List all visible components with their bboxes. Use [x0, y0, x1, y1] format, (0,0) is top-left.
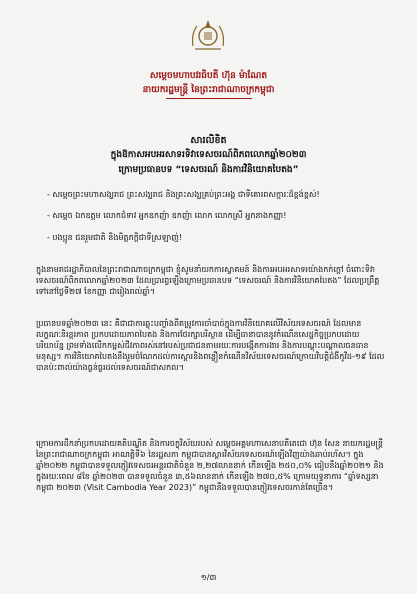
salutation-1: - សម្តេចព្រះមហាសង្ឃរាជ ព្រះសង្ឃរាជ និងព្រះសង្ឃគ្រប់ព្រះអង្គ ជាទីគោរពសក្ការៈដ៏ខ្ពង់ខ្ពស់!: [47, 190, 320, 199]
occasion-title: ក្នុងឱកាសអបអរសាទរទិវាទេសចរណ៍ពិភពលោកឆ្នាំ២០២៣: [110, 150, 307, 160]
paragraph-2: ប្រធានបទឆ្នាំ២០២៣ នេះ គឺជាជាការឆ្លុះបញ្ចាំងពីតម្រូវការចាំបាច់ក្នុងការវិនិយោគលើវិស័យទេសចរណ៍ ដែលមានលក្ខណៈនិរន្តរភាព ប្រកបដោយភាពបៃតង និងការថែរក្សាបរិស្ថាន ដើម្បីធានាបាននូវកំណើនសេដ្ឋកិច្ចប្រកបដោយបរិយាប័ន្ន ព្រមទាំងលើកកម្ពស់ជីវភាពរស់នៅរបស់ប្រជាជនតាមរយៈការបង្កើតការងារ និងការបណ្តុះបណ្តាលធនធានមនុស្ស។ ការវិនិយោគបៃតងនឹងរួមចំណែកដល់ការស្តារនិងពន្លឿនកំណើនវិស័យទេសចរណ៍ក្រោយវិបត្តិជំងឺកូវីដ-១៩ ដែលបានប៉ះពាល់យ៉ាងធ្ងន់ធ្ងរដល់ទេសចរណ៍ជាសកល។: [36, 319, 385, 372]
salutation-2: - សម្តេច ឯកឧត្តម លោកជំទាវ អ្នកឧកញ៉ា ឧកញ៉ា លោក លោកស្រី អ្នកនាងកញ្ញា!: [47, 211, 287, 220]
royal-emblem-icon: [187, 16, 229, 54]
theme-title: ក្រោមប្រធានបទ “ទេសចរណ៍ និងការវិនិយោគបៃតង”: [118, 165, 299, 175]
paragraph-1: ក្នុងនាមរាជរដ្ឋាភិបាលនៃព្រះរាជាណាចក្រកម្ពុជា ខ្ញុំសូមនាំយកការស្វាគមន៍ និងការអបអរសាទរយ៉ាងកក់ក្តៅ ចំពោះទិវាទេសចរណ៍ពិភពលោកឆ្នាំ២០២៣ ដែលប្រារព្ធឡើងក្រោមប្រធានបទ “ទេសចរណ៍ និងការវិនិយោគបៃតង” ដែលប្រព្រឹត្តទៅនៅថ្ងៃទី២៧ ខែកញ្ញា ជារៀងរាល់ឆ្នាំ។: [36, 265, 380, 296]
document-type: សារលិខិត: [190, 135, 227, 146]
sender-title: នាយករដ្ឋមន្ត្រី នៃព្រះរាជាណាចក្រកម្ពុជា: [142, 85, 275, 95]
sender-name: សម្តេចមហាបវរធិបតី ហ៊ុន ម៉ាណែត: [149, 71, 268, 81]
page-number: ១/៣: [200, 573, 217, 582]
header-divider: [166, 98, 252, 99]
paragraph-3: ក្រោមការដឹកនាំប្រកបដោយគតិបណ្ឌិត និងការចក្ខុវិស័យរបស់ សម្តេចអគ្គមហាសេនាបតីតេជោ ហ៊ុន សែន នាយករដ្ឋមន្ត្រី នៃព្រះរាជាណាចក្រកម្ពុជា អាណត្តិទី៦ នៃរដ្ឋសភា កម្ពុជាបានស្តារវិស័យទេសចរណ៍ឡើងវិញយ៉ាងឆាប់រហ័ស។ ក្នុងឆ្នាំ២០២២ កម្ពុជាបានទទួលភ្ញៀវទេសចរអន្តរជាតិចំនួន ២,២៧លាននាក់ កើនឡើង ២៥០,០% ធៀបនឹងឆ្នាំ២០២១ និងក្នុងរយៈពេល ៨ខែ ឆ្នាំ២០២៣ បានទទួលចំនួន ៣,៥៦លាននាក់ កើនឡើង ២៧០,៥% ក្រោមយុទ្ធនាការ “ឆ្នាំទស្សនាកម្ពុជា ២០២៣ (Visit Cambodia Year 2023)” កម្ពុជានឹងទទួលបានភ្ញៀវទេសចរកាន់តែច្រើន។: [36, 439, 384, 492]
salutation-3: - បងប្អូន ជនរួមជាតិ និងមិត្តភក្តិជាទីស្រឡាញ់!: [47, 233, 183, 242]
